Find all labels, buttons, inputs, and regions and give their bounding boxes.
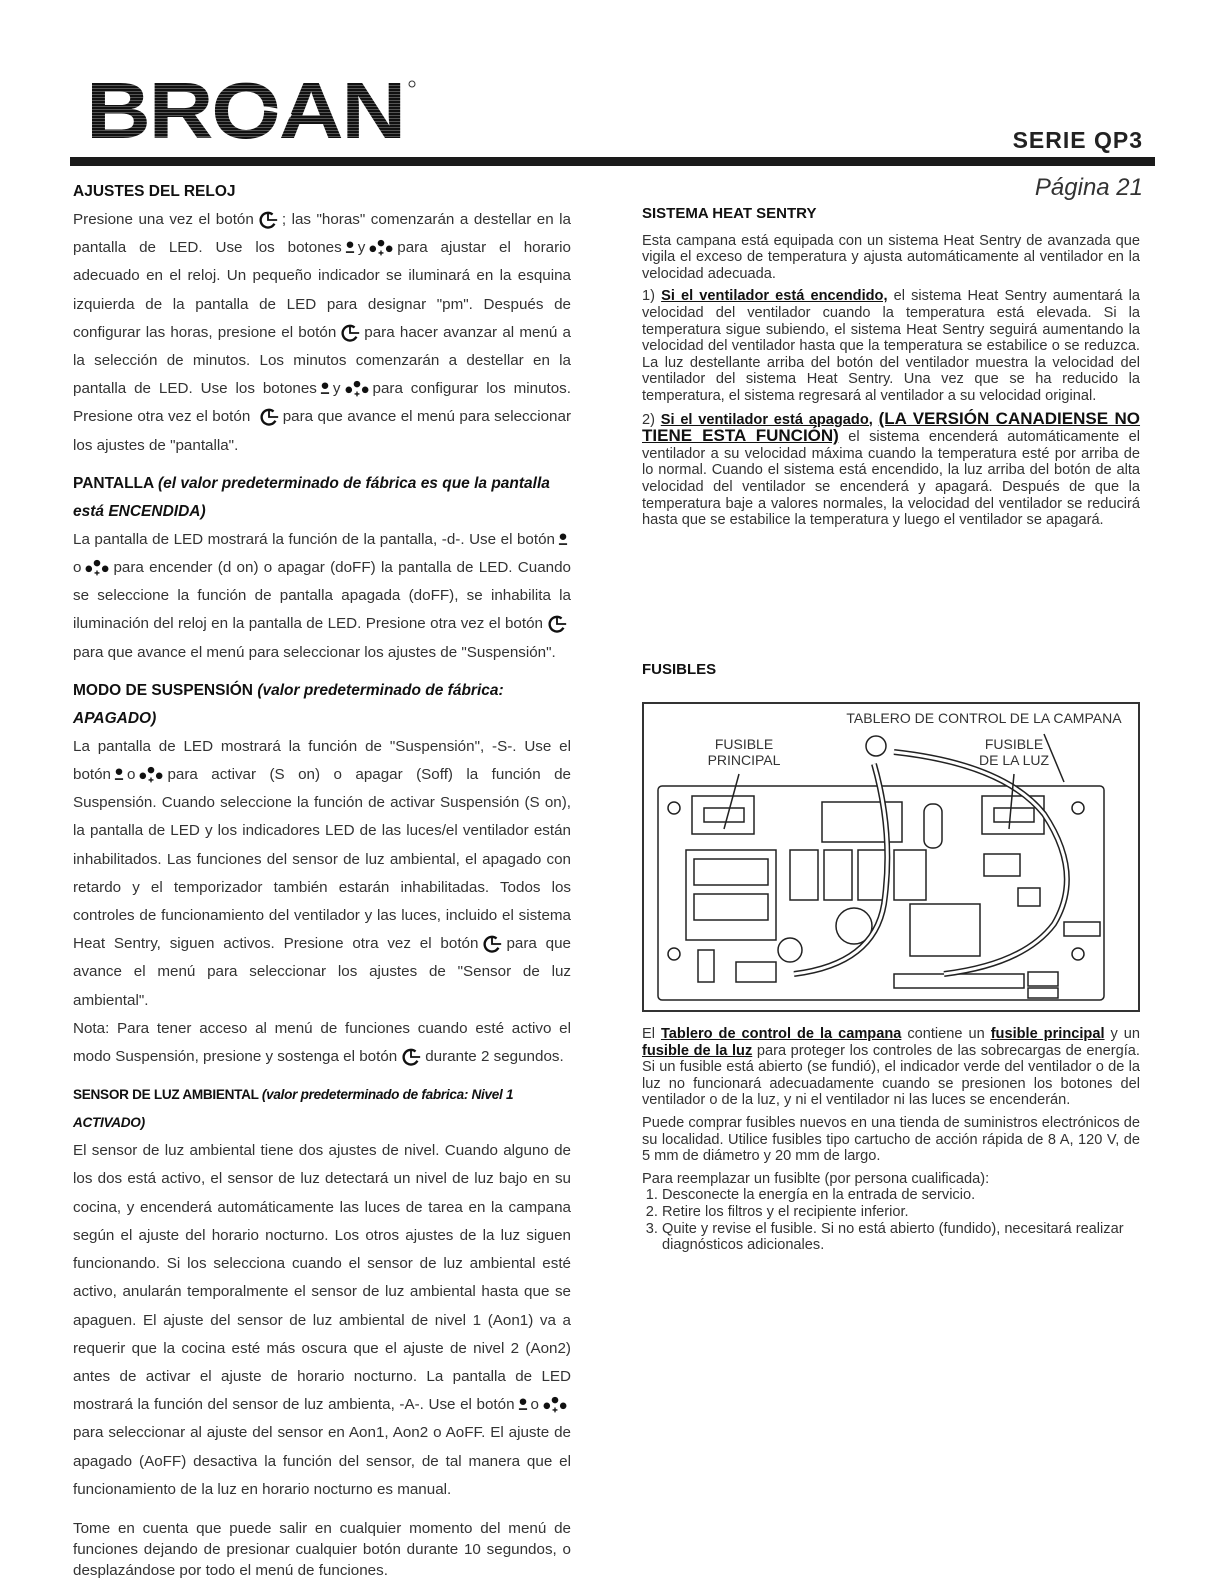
plus-button-icon <box>368 239 394 257</box>
display-text: La pantalla de LED mostrará la función de la pantalla, -d-. Use el botóno para encender (d on) o apagar (doFF) la pantalla de LED. Cuando se seleccione la función de pantalla apagada (doFF), se inhabilita la iluminación del reloj en la pantalla de LED. Presione otra vez el botónpara que avance el menú para seleccionar los ajustes de "Suspensión". <box>73 530 571 661</box>
clock-button-icon <box>546 613 568 635</box>
left-column <box>73 178 571 1581</box>
fuse-step: 1. Desconecte la energía en la entrada de servicio. <box>662 1187 1140 1204</box>
fuse-step: 2. Retire los filtros y el recipiente inferior. <box>662 1204 1140 1221</box>
fuses-intro: El Tablero de control de la campana contiene un fusible principal y un fusible de la luz para proteger los controles de las sobrecargas de energía. Si un fusible está abierto (se fundió), el indicador verde del ventilador o de la luz no funcionará adecuadamente cuando se presionen los botones del ventilador o de la luz, y ni el ventilador ni las luces se encenderán. <box>642 1026 1140 1109</box>
control-board-diagram <box>642 702 1140 1012</box>
display-title: PANTALLA (el valor predeterminado de fábrica es que la pantalla está ENCENDIDA) <box>73 474 550 520</box>
header-rule <box>70 157 1155 166</box>
minus-button-icon <box>114 766 124 784</box>
heat-sentry-intro: Esta campana está equipada con un sistema Heat Sentry de avanzada que vigila el exceso de temperatura y ajusta automáticamente al ventilador en la velocidad adecuada. <box>642 232 1140 282</box>
minus-button-icon <box>345 239 355 257</box>
fuse-step: 3. Quite y revise el fusible. Si no está abierto (fundido), necesitará realizar diagnósticos adicionales. <box>662 1221 1140 1254</box>
menu-exit-note: Tome en cuenta que puede salir en cualquier momento del menú de funciones dejando de presionar cualquier botón durante 10 segundos, o desplazándose por todo el menú de funciones. <box>73 1519 571 1579</box>
minus-button-icon <box>320 380 330 398</box>
minus-button-icon <box>558 531 568 549</box>
svg-text:BROAN: BROAN <box>86 76 404 146</box>
sleep-mode-text: La pantalla de LED mostrará la función de "Suspensión", -S-. Use el botón o para activar (S on) o apagar (Soff) la función de Suspensión. Cuando seleccione la función de activar Suspensión (S on), la pantalla de LED y los indicadores LED de las luces/el ventilador están inhabilitados. Las funciones del sensor de luz ambiental, el apagado con retardo y el temporizador también estarán inhabilitadas. Todos los controles de funcionamiento del ventilador y las luces, incluido el sistema Heat Sentry, siguen activos. Presione otra vez el botón para que avance el menú para seleccionar los ajustes de "Sensor de luz ambiental". <box>73 737 571 1009</box>
heat-sentry-fan-on: 1) Si el ventilador está encendido, el sistema Heat Sentry aumentará la velocidad del ventilador cuando la temperatura está elevada. Si la temperatura sigue subiendo, el sistema Heat Sentry seguirá aumentando la velocidad del ventilador hasta que la temperatura se estabilice o se reduzca. La luz destellante arriba del botón del ventilador muestra la velocidad del ventilador del sistema Heat Sentry. Una vez que se ha reducido la temperatura, el sistema regresará al ventilador a su velocidad original. <box>642 288 1140 404</box>
heat-sentry-fan-off: 2) Si el ventilador está apagado, (LA VERSIÓN CANADIENSE NO TIENE ESTA FUNCIÓN) el sistema encenderá automáticamente el ventilador a su velocidad máxima cuando la temperatura esté por arriba de lo normal. Cuando el sistema está encendido, la luz arriba del botón de alta velocidad del ventilador se encenderá y apagará. Después de que la temperatura baje a valores normales, la velocidad del ventilador se reducirá hasta que se estabilice la temperatura y luego el ventilador se apagará. <box>642 408 1141 529</box>
clock-button-icon <box>400 1046 422 1068</box>
board-label: TABLERO DE CONTROL DE LA CAMPANA <box>846 710 1122 726</box>
plus-button-icon <box>138 766 164 784</box>
clock-button-icon <box>481 933 503 955</box>
broan-logo <box>86 76 416 146</box>
ambient-sensor-text: El sensor de luz ambiental tiene dos ajustes de nivel. Cuando alguno de los dos está activo, el sensor de luz detectará un nivel de luz bajo en su cocina, y encenderá automáticamente las luces de tarea en la campana según el ajuste del horario nocturno. Los otros ajustes de la luz siguen funcionando. Si los selecciona cuando el sensor de luz ambiental esté activo, anularán temporalmente el sensor de luz ambiental hasta que se apaguen. El ajuste del sensor de luz ambiental de nivel 1 (Aon1) va a requerir que la cocina esté más oscura que el ajuste de nivel 2 (Aon2) antes de activar el ajuste de horario nocturno. La pantalla de LED mostrará la función del sensor de luz ambienta, -A-. Use el botón opara seleccionar al ajuste del sensor en Aon1, Aon2 o AoFF. El ajuste de apagado (AoFF) desactiva la función del sensor, de tal manera que el funcionamiento de la luz en horario nocturno es manual. <box>73 1142 571 1498</box>
fuses-steps <box>642 1187 1140 1253</box>
fuses-replace-intro: Para reemplazar un fusiblte (por persona cualificada): <box>642 1170 990 1187</box>
ambient-sensor-title: SENSOR DE LUZ AMBIENTAL (valor predeterminado de fabrica: Nivel 1 ACTIVADO) <box>73 1087 514 1131</box>
fuses-purchase: Puede comprar fusibles nuevos en una tienda de suministros electrónicos de su localidad. Utilice fusibles tipo cartucho de acción rápida de 8 A, 120 V, de 5 mm de diámetro y 20 mm de largo. <box>642 1114 1140 1165</box>
plus-button-icon <box>344 380 370 398</box>
plus-button-icon <box>542 1396 568 1414</box>
clock-button-icon <box>257 209 279 231</box>
minus-button-icon <box>518 1396 528 1414</box>
main-fuse-label: FUSIBLE PRINCIPAL <box>707 736 781 768</box>
sleep-mode-note: Nota: Para tener acceso al menú de funciones cuando esté activo el modo Suspensión, presione y sostenga el botón durante 2 segundos. <box>73 1015 571 1071</box>
circuit-board-drawing <box>644 704 1138 1010</box>
right-column <box>642 205 1141 678</box>
fuses-title: FUSIBLES <box>642 661 717 678</box>
light-fuse-label: FUSIBLE DE LA LUZ <box>978 736 1050 768</box>
sleep-mode-title: MODO DE SUSPENSIÓN (valor predeterminado de fábrica: APAGADO) <box>73 681 504 727</box>
clock-settings-text: Presione una vez el botón ; las "horas" comenzarán a destellar en la pantalla de LED. Use los botones y para ajustar el horario adecuado en el reloj. Un pequeño indicador se iluminará en la esquina izquierda de la pantalla de LED para designar "pm". Después de configurar las horas, presione el botón para hacer avanzar al menú a la selección de minutos. Los minutos comenzarán a destellar en la pantalla de LED. Use los botones y para configurar los minutos. Presione otra vez el botón para que avance el menú para seleccionar los ajustes de "pantalla". <box>73 206 571 460</box>
page-number: Página 21 <box>1034 174 1143 201</box>
clock-button-icon <box>339 322 361 344</box>
clock-settings-title: AJUSTES DEL RELOJ <box>73 183 236 200</box>
series-title: SERIE QP3 <box>1012 127 1143 153</box>
heat-sentry-title: SISTEMA HEAT SENTRY <box>642 205 817 222</box>
fuses-section <box>642 1026 1140 1254</box>
plus-button-icon <box>84 559 110 577</box>
clock-button-icon <box>258 406 280 428</box>
